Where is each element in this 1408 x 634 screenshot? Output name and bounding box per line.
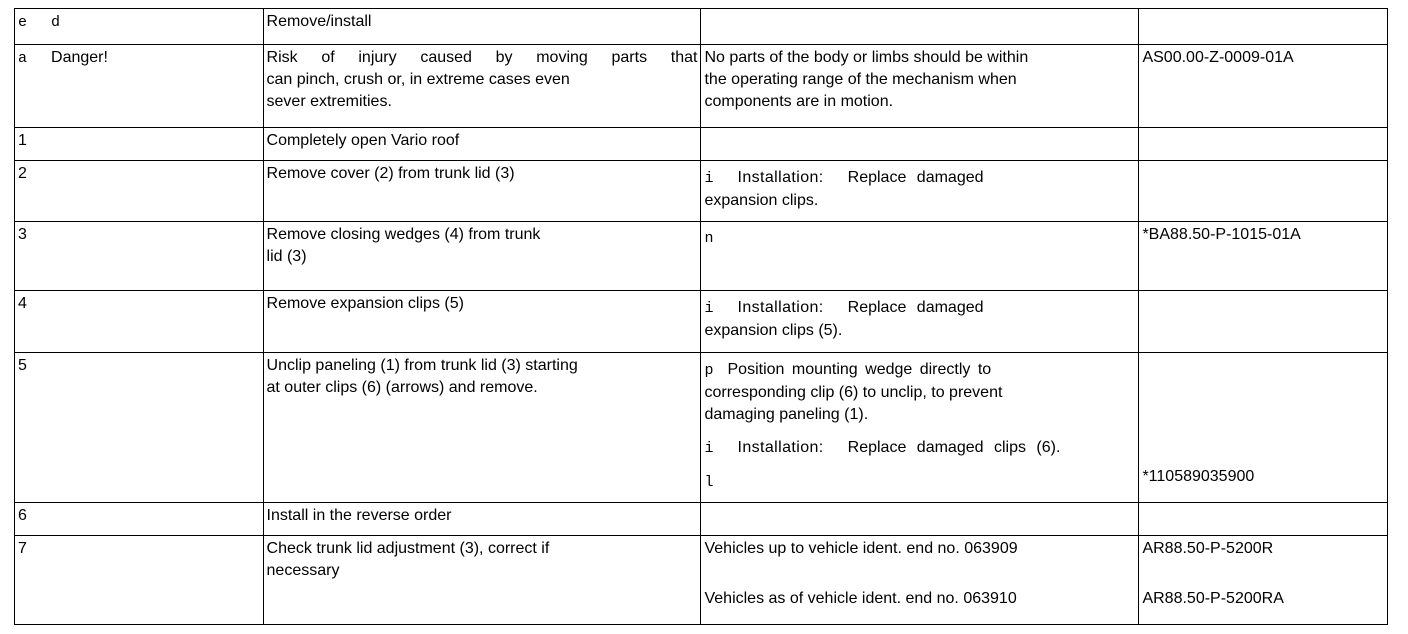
action-text: Install in the reverse order	[266, 507, 452, 524]
text-line: Remove closing wedges (4) from trunk	[266, 226, 541, 243]
note-lead: Installation:	[737, 169, 824, 186]
action-cell	[263, 161, 701, 222]
text-line: the operating range of the mechanism when	[704, 71, 1017, 88]
step-number: 4	[18, 295, 27, 312]
text-line: at outer clips (6) (arrows) and remove.	[266, 379, 538, 396]
symbol-d-icon: d	[51, 14, 61, 31]
table-row	[15, 9, 1388, 45]
step-cell	[15, 503, 264, 536]
note-cell	[701, 128, 1139, 161]
table-row	[15, 128, 1388, 161]
note-cell	[701, 161, 1139, 222]
step-cell	[15, 291, 264, 353]
text-line: can pinch, crush or, in extreme cases even	[266, 71, 570, 88]
reference-link[interactable]: AR88.50-P-5200RA	[1142, 590, 1284, 607]
reference-cell	[1139, 353, 1388, 503]
table-row	[15, 353, 1388, 503]
action-text: Remove cover (2) from trunk lid (3)	[266, 165, 515, 182]
step-cell	[15, 128, 264, 161]
note-cell	[701, 9, 1139, 45]
reference-link[interactable]: *110589035900	[1142, 468, 1255, 485]
step-number: 1	[18, 132, 27, 149]
action-text: Completely open Vario roof	[266, 132, 460, 149]
step-cell	[15, 9, 264, 45]
reference-cell	[1139, 291, 1388, 353]
text-line: necessary	[266, 562, 340, 579]
note-text: Position mounting wedge directly to	[727, 361, 992, 378]
note-cell	[701, 503, 1139, 536]
text-line: No parts of the body or limbs should be within	[704, 49, 1029, 66]
danger-label: Danger!	[51, 49, 108, 66]
note-symbol-icon: n	[704, 230, 714, 247]
note-cell	[701, 536, 1139, 625]
note-text: Replace damaged	[847, 299, 984, 316]
step-cell	[15, 161, 264, 222]
step-number: 6	[18, 507, 27, 524]
text-line: lid (3)	[266, 248, 307, 265]
step-number: 2	[18, 165, 27, 182]
note-text: Replace damaged clips (6).	[847, 439, 1061, 456]
symbol-e-icon: e	[18, 14, 28, 31]
note-cell	[701, 222, 1139, 291]
procedure-table	[14, 8, 1388, 625]
text-line: sever extremities.	[266, 93, 392, 110]
installation-info-icon: i	[704, 440, 714, 457]
action-cell	[263, 536, 701, 625]
action-cell	[263, 353, 701, 503]
reference-cell	[1139, 9, 1388, 45]
action-cell	[263, 503, 701, 536]
text-line: components are in motion.	[704, 93, 894, 110]
note-cell	[701, 291, 1139, 353]
reference-link[interactable]: AS00.00-Z-0009-01A	[1142, 49, 1294, 66]
text-line: expansion clips.	[704, 192, 819, 209]
table-row	[15, 222, 1388, 291]
reference-cell	[1139, 45, 1388, 128]
reference-cell	[1139, 503, 1388, 536]
action-cell	[263, 9, 701, 45]
note-lead: Installation:	[737, 299, 824, 316]
table-row	[15, 291, 1388, 353]
reference-cell	[1139, 128, 1388, 161]
reference-link[interactable]: *BA88.50-P-1015-01A	[1142, 226, 1301, 243]
action-cell	[263, 291, 701, 353]
action-cell	[263, 45, 701, 128]
reference-cell	[1139, 536, 1388, 625]
text-line: damaging paneling (1).	[704, 406, 869, 423]
step-cell	[15, 536, 264, 625]
installation-info-icon: i	[704, 170, 714, 187]
note-symbol-icon: l	[704, 474, 714, 491]
section-title: Remove/install	[266, 13, 372, 30]
action-cell	[263, 128, 701, 161]
action-text: Remove expansion clips (5)	[266, 295, 464, 312]
text-line: Unclip paneling (1) from trunk lid (3) starting	[266, 357, 578, 374]
note-text: Replace damaged	[847, 169, 984, 186]
reference-cell	[1139, 161, 1388, 222]
table-row	[15, 503, 1388, 536]
note-lead: Installation:	[737, 439, 824, 456]
text-line: Vehicles as of vehicle ident. end no. 063910	[704, 590, 1017, 607]
note-cell	[701, 353, 1139, 503]
danger-symbol-icon: a	[18, 50, 28, 67]
reference-cell	[1139, 222, 1388, 291]
step-cell	[15, 222, 264, 291]
text-line: corresponding clip (6) to unclip, to prevent	[704, 384, 1003, 401]
text-line: expansion clips (5).	[704, 322, 843, 339]
text-line: Check trunk lid adjustment (3), correct if	[266, 540, 550, 557]
table-row	[15, 536, 1388, 625]
reference-link[interactable]: AR88.50-P-5200R	[1142, 540, 1274, 557]
table-row	[15, 161, 1388, 222]
note-cell	[701, 45, 1139, 128]
action-cell	[263, 222, 701, 291]
step-cell	[15, 45, 264, 128]
table-row	[15, 45, 1388, 128]
step-number: 7	[18, 540, 27, 557]
installation-info-icon: i	[704, 300, 714, 317]
step-number: 3	[18, 226, 27, 243]
note-symbol-icon: p	[704, 362, 714, 379]
text-line: Vehicles up to vehicle ident. end no. 063909	[704, 540, 1018, 557]
step-number: 5	[18, 357, 27, 374]
text-line: Risk of injury caused by moving parts that	[266, 49, 698, 66]
step-cell	[15, 353, 264, 503]
